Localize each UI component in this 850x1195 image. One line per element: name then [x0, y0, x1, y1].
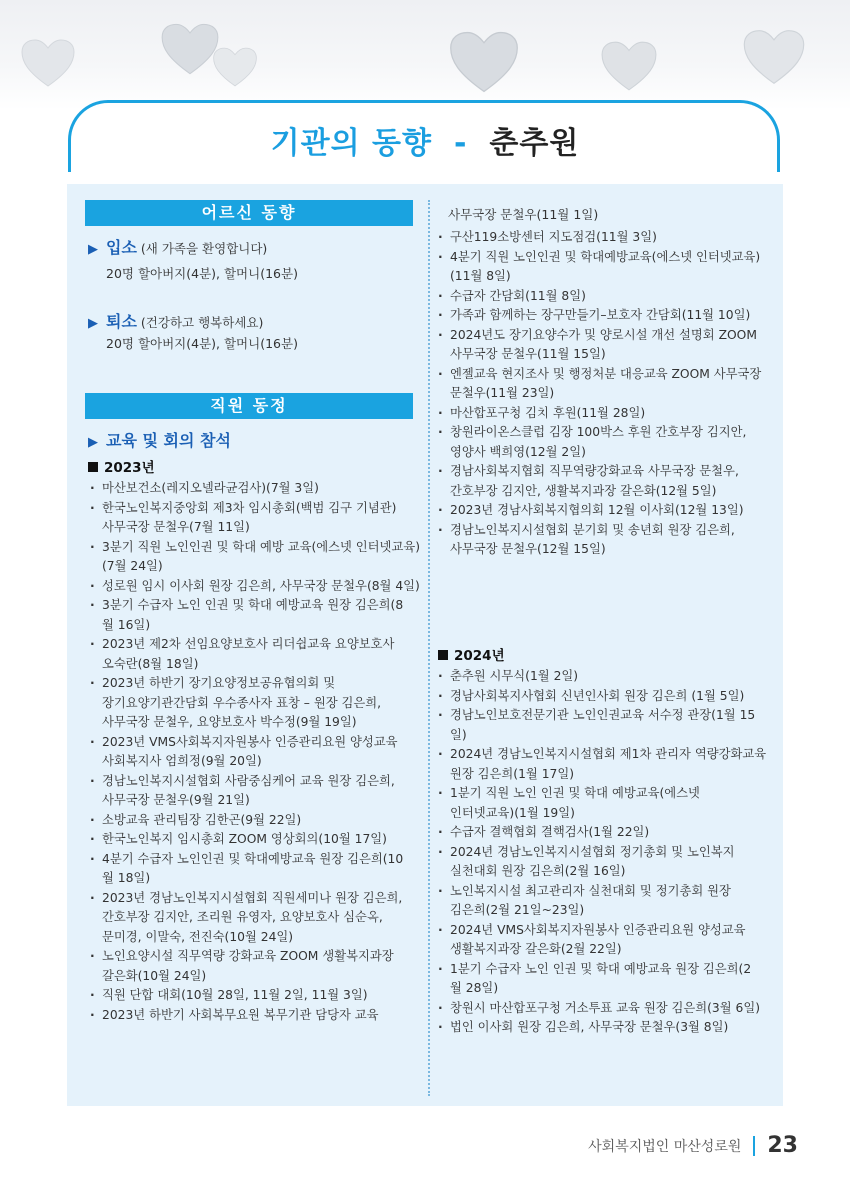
heart-icon: [20, 38, 76, 88]
list-item: · 2023년 하반기 사회복무요원 복무기관 담당자 교육: [88, 1006, 422, 1026]
title-part2: 춘추원: [489, 126, 580, 161]
admission-note: (새 가족을 환영합니다): [140, 241, 268, 256]
year-2023-label: 2023년: [104, 460, 155, 476]
heart-icon: [212, 46, 258, 88]
list-item: · 2024년도 장기요양수가 및 양로시설 개선 설명회 ZOOM 사무국장 문철우(11월 15일): [436, 326, 776, 365]
education-label: 교육 및 회의 참석: [106, 431, 231, 450]
admission-label: 입소: [106, 238, 137, 257]
list-item: · 1분기 수급자 노인 인권 및 학대 예방교육 원장 김은희(2 월 28일): [436, 960, 776, 999]
list-item: · 성로원 임시 이사회 원장 김은희, 사무국장 문철우(8월 4일): [88, 577, 422, 597]
page-footer: [588, 1133, 798, 1158]
discharge-label: 퇴소: [106, 312, 137, 331]
list-item: · 한국노인복지 임시총회 ZOOM 영상회의(10월 17일): [88, 830, 422, 850]
education-heading: [88, 428, 231, 451]
list-item: · 경남사회복지협회 직무역량강화교육 사무국장 문철우, 간호부장 김지안, 생활복지과장 갈은화(12월 5일): [436, 462, 776, 501]
square-bullet-icon: [438, 650, 448, 660]
square-bullet-icon: [88, 462, 98, 472]
list-item: · 경남노인복지시설협회 사람중심케어 교육 원장 김은희, 사무국장 문철우(9월 21일): [88, 772, 422, 811]
list-item: · 2023년 하반기 장기요양정보공유협의회 및 장기요양기관간담회 우수종사자 표창 – 원장 김은희, 사무국장 문철우, 요양보호사 박수정(9월 19일): [88, 674, 422, 733]
page-title: [0, 118, 850, 162]
triangle-right-icon: ▶: [88, 316, 98, 331]
heart-icon: [600, 40, 658, 92]
list-item: · 1분기 직원 노인 인권 및 학대 예방교육(에스넷 인터넷교육)(1월 19일): [436, 784, 776, 823]
footer-divider: [753, 1136, 755, 1156]
staff-list-2023-right: [436, 228, 776, 560]
column-divider: [428, 200, 430, 1096]
list-item: · 마산보건소(레지오넬라균검사)(7월 3일): [88, 479, 422, 499]
triangle-right-icon: ▶: [88, 435, 98, 450]
admission-detail: 20명 할아버지(4분), 할머니(16분): [106, 266, 298, 281]
list-item: · 수급자 간담회(11월 8일): [436, 287, 776, 307]
heart-icon: [448, 30, 520, 94]
staff-list-2024: [436, 667, 776, 1038]
list-item: · 3분기 직원 노인인권 및 학대 예방 교육(에스넷 인터넷교육) (7월 24일): [88, 538, 422, 577]
list-item: · 2023년 VMS사회복지자원봉사 인증관리요원 양성교육 사회복지사 엄희정(9월 20일): [88, 733, 422, 772]
list-item: · 노인요양시설 직무역량 강화교육 ZOOM 생활복지과장 갈은화(10월 24일): [88, 947, 422, 986]
list-item: · 경남사회복지사협회 신년인사회 원장 김은희 (1월 5일): [436, 687, 776, 707]
list-item: · 경남노인복지시설협회 분기회 및 송년회 원장 김은희, 사무국장 문철우(12월 15일): [436, 521, 776, 560]
list-item: · 구산119소방센터 지도점검(11월 3일): [436, 228, 776, 248]
header-banner: [0, 0, 850, 110]
list-item: · 2023년 경남노인복지시설협회 직원세미나 원장 김은희, 간호부장 김지안, 조리원 유영자, 요양보호사 심순옥, 문미경, 이말숙, 전진숙(10월 24일): [88, 889, 422, 948]
title-part1: 기관의 동향: [270, 126, 432, 161]
footer-org: 사회복지법인 마산성로원: [588, 1138, 742, 1155]
list-item: · 법인 이사회 원장 김은희, 사무국장 문철우(3월 8일): [436, 1018, 776, 1038]
list-item: · 마산합포구청 김치 후원(11월 28일): [436, 404, 776, 424]
year-2024-label: 2024년: [454, 648, 505, 664]
heart-icon: [160, 22, 220, 76]
list-item: · 4분기 수급자 노인인권 및 학대예방교육 원장 김은희(10 월 18일): [88, 850, 422, 889]
year-2024-heading: [438, 644, 505, 664]
list-item: · 창원시 마산합포구청 거소투표 교육 원장 김은희(3월 6일): [436, 999, 776, 1019]
year-2023-heading: [88, 456, 155, 476]
list-item: · 엔젤교육 현지조사 및 행정처분 대응교육 ZOOM 사무국장 문철우(11월 23일): [436, 365, 776, 404]
list-item: · 2024년 경남노인복지시설협회 정기총회 및 노인복지 실천대회 원장 김은희(2월 16일): [436, 843, 776, 882]
list-item: · 창원라이온스클럽 김장 100박스 후원 간호부장 김지안, 영양사 백희영(12월 2일): [436, 423, 776, 462]
list-item: · 3분기 수급자 노인 인권 및 학대 예방교육 원장 김은희(8 월 16일): [88, 596, 422, 635]
list-item: · 경남노인보호전문기관 노인인권교육 서수정 관장(1월 15 일): [436, 706, 776, 745]
title-dash: -: [453, 126, 468, 161]
discharge-detail: 20명 할아버지(4분), 할머니(16분): [106, 336, 298, 351]
staff-list-2023-left: [88, 479, 422, 1025]
list-item: · 가족과 함께하는 장구만들기–보호자 간담회(11월 10일): [436, 306, 776, 326]
list-item: · 노인복지시설 최고관리자 실천대회 및 정기총회 원장 김은희(2월 21일~23일): [436, 882, 776, 921]
heart-icon: [742, 28, 806, 86]
triangle-right-icon: ▶: [88, 242, 98, 257]
page-number: 23: [767, 1133, 798, 1158]
list-item: · 2023년 제2차 선임요양보호사 리더쉽교육 요양보호사 오숙란(8월 18일): [88, 635, 422, 674]
list-item: · 소방교육 관리팀장 김한곤(9월 22일): [88, 811, 422, 831]
list-item: · 직원 단합 대회(10월 28일, 11월 2일, 11월 3일): [88, 986, 422, 1006]
list-item: · 2023년 경남사회복지협의회 12월 이사회(12월 13일): [436, 501, 776, 521]
admission-heading: [88, 235, 267, 258]
list-item: · 2024년 VMS사회복지자원봉사 인증관리요원 양성교육 생활복지과장 갈은화(2월 22일): [436, 921, 776, 960]
list-item: · 수급자 결핵협회 결핵검사(1월 22일): [436, 823, 776, 843]
elders-section-header: 어르신 동향: [85, 200, 413, 226]
right-continuation: 사무국장 문철우(11월 1일): [448, 207, 599, 222]
list-item: · 한국노인복지중앙회 제3차 임시총회(백범 김구 기념관) 사무국장 문철우(7월 11일): [88, 499, 422, 538]
discharge-heading: [88, 309, 263, 332]
list-item: · 춘추원 시무식(1월 2일): [436, 667, 776, 687]
discharge-note: (건강하고 행복하세요): [140, 315, 264, 330]
list-item: · 2024년 경남노인복지시설협회 제1차 관리자 역량강화교육 원장 김은희(1월 17일): [436, 745, 776, 784]
staff-section-header: 직원 동정: [85, 393, 413, 419]
list-item: · 4분기 직원 노인인권 및 학대예방교육(에스넷 인터넷교육) (11월 8일): [436, 248, 776, 287]
